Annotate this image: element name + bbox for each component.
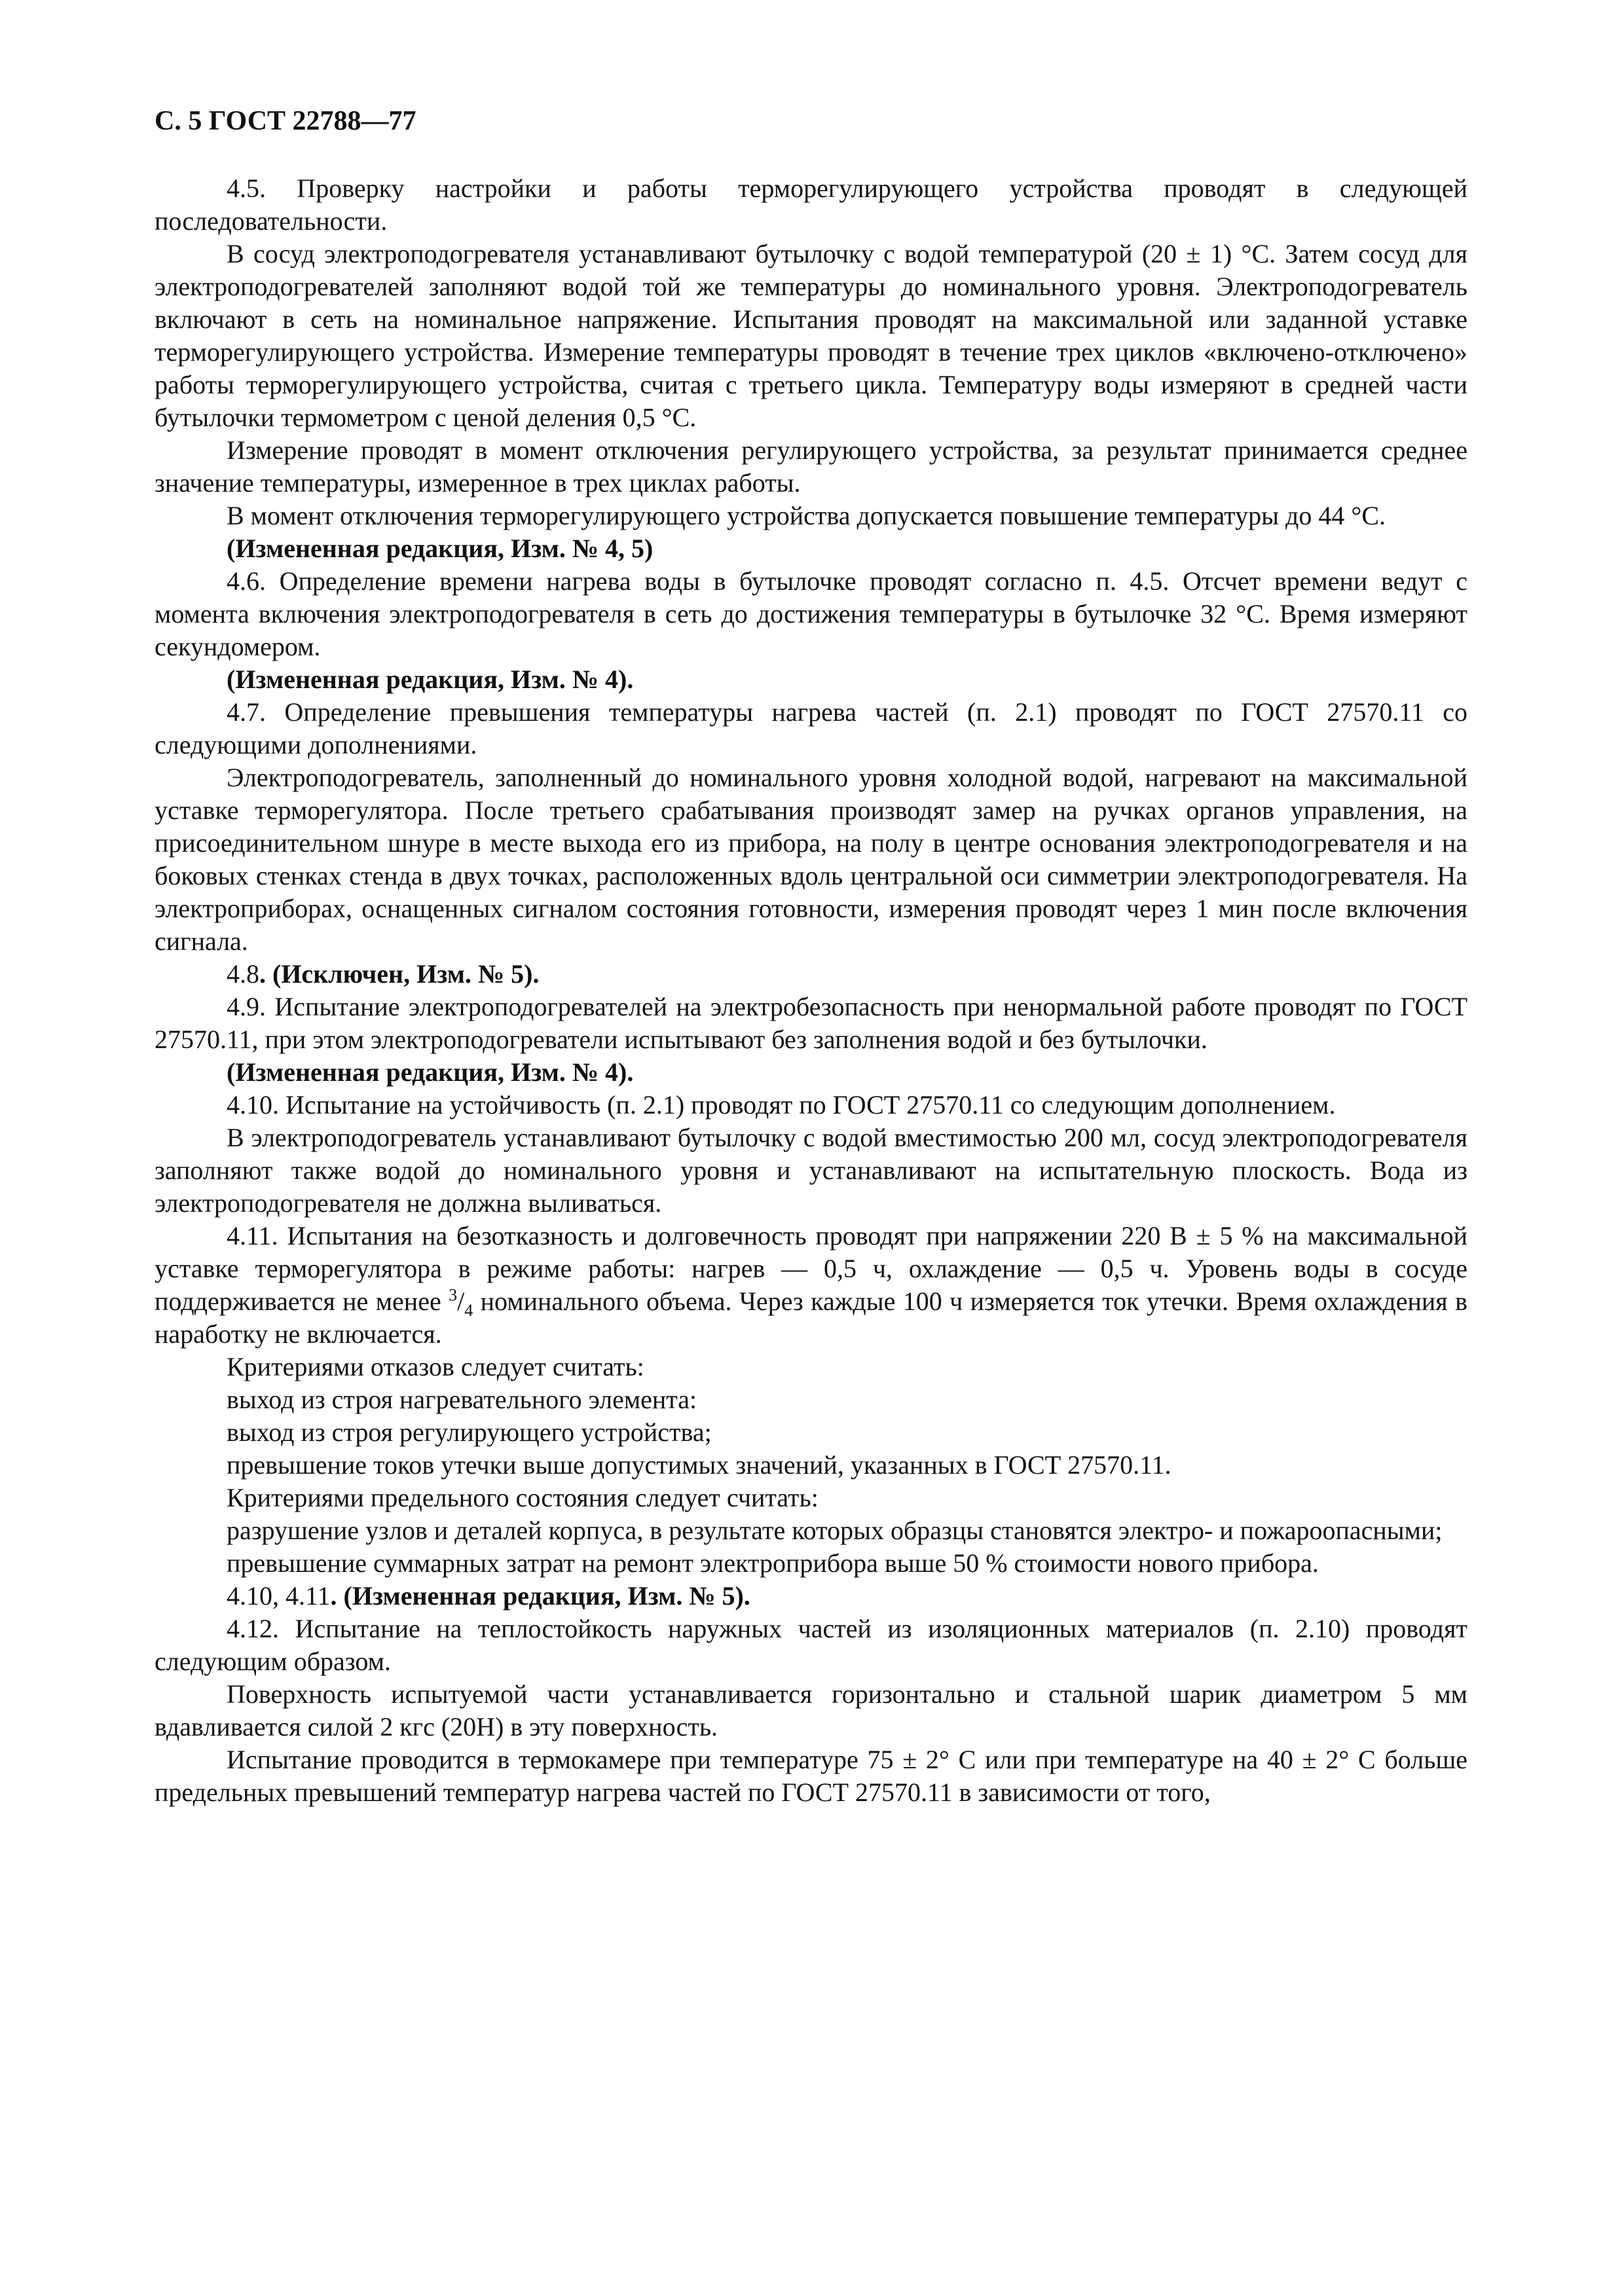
paragraph-text: 4.11. Испытания на безотказность и долговечность проводят при напряжении 220 В ± 5 % на максимальной уставке терморегулятора в режиме работы: нагрев — 0,5 ч, охлаждение — 0,5 ч. Уровень воды в сосуде поддерживается не менее [155,1221,1467,1316]
paragraph-4-12-intro: 4.12. Испытание на теплостойкость наружных частей из изоляционных материалов (п. 2.10) проводят следующим образом. [155,1614,1467,1676]
amendment-4-10-4-11 [155,1580,1467,1613]
excluded-note: . (Исключен, Изм. № 5). [259,959,540,989]
failure-criteria-heading: Критериями отказов следует считать: [227,1352,644,1381]
page-header: С. 5 ГОСТ 22788—77 [155,106,416,136]
paragraph-4-5-limit: В момент отключения терморегулирующего устройства допускается повышение температуры до 44 °С. [227,501,1386,530]
failure-criteria-item: превышение токов утечки выше допустимых значений, указанных в ГОСТ 27570.11. [227,1450,1171,1480]
paragraph-4-11-intro: 4.11. Испытания на безотказность и долговечность проводят при напряжении 220 В ± 5 % на максимальной уставке терморегулятора в режиме работы: нагрев — 0,5 ч, охлаждение — 0,5 ч. Уровень воды в сосуде поддерживается не менее $^3/_4$ номинального объема. Через каждые 100 ч измеряется ток утечки. Время охлаждения в наработку не включается. [155,1221,1467,1349]
limit-state-heading: Критериями предельного состояния следует считать: [227,1483,819,1512]
paragraph-4-10-intro: 4.10. Испытание на устойчивость (п. 2.1) проводят по ГОСТ 27570.11 со следующим дополнением. [227,1090,1336,1120]
paragraph-4-9: 4.9. Испытание электроподогревателей на электробезопасность при ненормальной работе проводят по ГОСТ 27570.11, при этом электроподогреватели испытывают без заполнения водой и без бутылочки. [155,992,1467,1054]
paragraph-4-12-conditions: Испытание проводится в термокамере при температуре 75 ± 2° С или при температуре на 40 ± 2° С больше предельных превышений температур нагрева частей по ГОСТ 27570.11 в зависимости от того, [155,1745,1467,1807]
amendment-note: . (Измененная редакция, Изм. № 5). [330,1581,750,1611]
amendment-note: (Измененная редакция, Изм. № 4). [227,1057,634,1087]
paragraph-4-5-intro: 4.5. Проверку настройки и работы терморегулирующего устройства проводят в следующей последовательности. [155,173,1467,236]
document-page [155,105,1467,1809]
fraction-numerator: 3 [449,1285,458,1305]
limit-state-item: разрушение узлов и деталей корпуса, в результате которых образцы становятся электро- и пожароопасными; [227,1516,1443,1545]
paragraph-4-8 [155,958,1467,991]
paragraph-4-5-measurement: Измерение проводят в момент отключения регулирующего устройства, за результат принимается среднее значение температуры, измеренное в трех циклах работы. [155,435,1467,498]
amendment-note: (Измененная редакция, Изм. № 4). [227,665,634,694]
clause-number: 4.8 [227,959,259,989]
paragraph-4-7-intro: 4.7. Определение превышения температуры нагрева частей (п. 2.1) проводят по ГОСТ 27570.11 со следующими дополнениями. [155,697,1467,759]
paragraph-4-7-procedure: Электроподогреватель, заполненный до номинального уровня холодной водой, нагревают на максимальной уставке терморегулятора. После третьего срабатывания производят замер на ручках органов управления, на присоединительном шнуре в месте выхода его из прибора, на полу в центре основания электроподогревателя и на боковых стенках стенда в двух точках, расположенных вдоль центральной оси симметрии электроподогревателя. На электроприборах, оснащенных сигналом состояния готовности, измерения проводят через 1 мин после включения сигнала. [155,763,1467,956]
paragraph-4-5-procedure: В сосуд электроподогревателя устанавливают бутылочку с водой температурой (20 ± 1) °С. Затем сосуд для электроподогревателей заполняют водой той же температуры до номинального уровня. Электроподогреватель включают в сеть на номинальное напряжение. Испытания проводят на максимальной или заданной уставке терморегулирующего устройства. Измерение температуры проводят в течение трех циклов «включено-отключено» работы терморегулирующего устройства, считая с третьего цикла. Температуру воды измеряют в средней части бутылочки термометром с ценой деления 0,5 °С. [155,239,1467,432]
paragraph-4-10-procedure: В электроподогреватель устанавливают бутылочку с водой вместимостью 200 мл, сосуд электроподогревателя заполняют также водой до номинального уровня и устанавливают на испытательную плоскость. Вода из электроподогревателя не должна выливаться. [155,1123,1467,1218]
paragraph-4-12-setup: Поверхность испытуемой части устанавливается горизонтально и стальной шарик диаметром 5 мм вдавливается силой 2 кгс (20Н) в эту поверхность. [155,1679,1467,1741]
paragraph-4-6: 4.6. Определение времени нагрева воды в бутылочке проводят согласно п. 4.5. Отсчет времени ведут с момента включения электроподогревателя в сеть до достижения температуры в бутылочке 32 °С. Время измеряют секундомером. [155,566,1467,661]
failure-criteria-item: выход из строя регулирующего устройства; [227,1417,712,1447]
failure-criteria-item: выход из строя нагревательного элемента: [227,1385,697,1414]
amendment-note: (Измененная редакция, Изм. № 4, 5) [227,534,654,563]
clause-number: 4.10, 4.11 [227,1581,331,1611]
limit-state-item: превышение суммарных затрат на ремонт электроприбора выше 50 % стоимости нового прибора. [227,1548,1319,1578]
fraction-denominator: 4 [464,1301,473,1320]
paragraph-text: номинального объема. Через каждые 100 ч измеряется ток утечки. Время охлаждения в наработку не включается. [155,1286,1467,1349]
